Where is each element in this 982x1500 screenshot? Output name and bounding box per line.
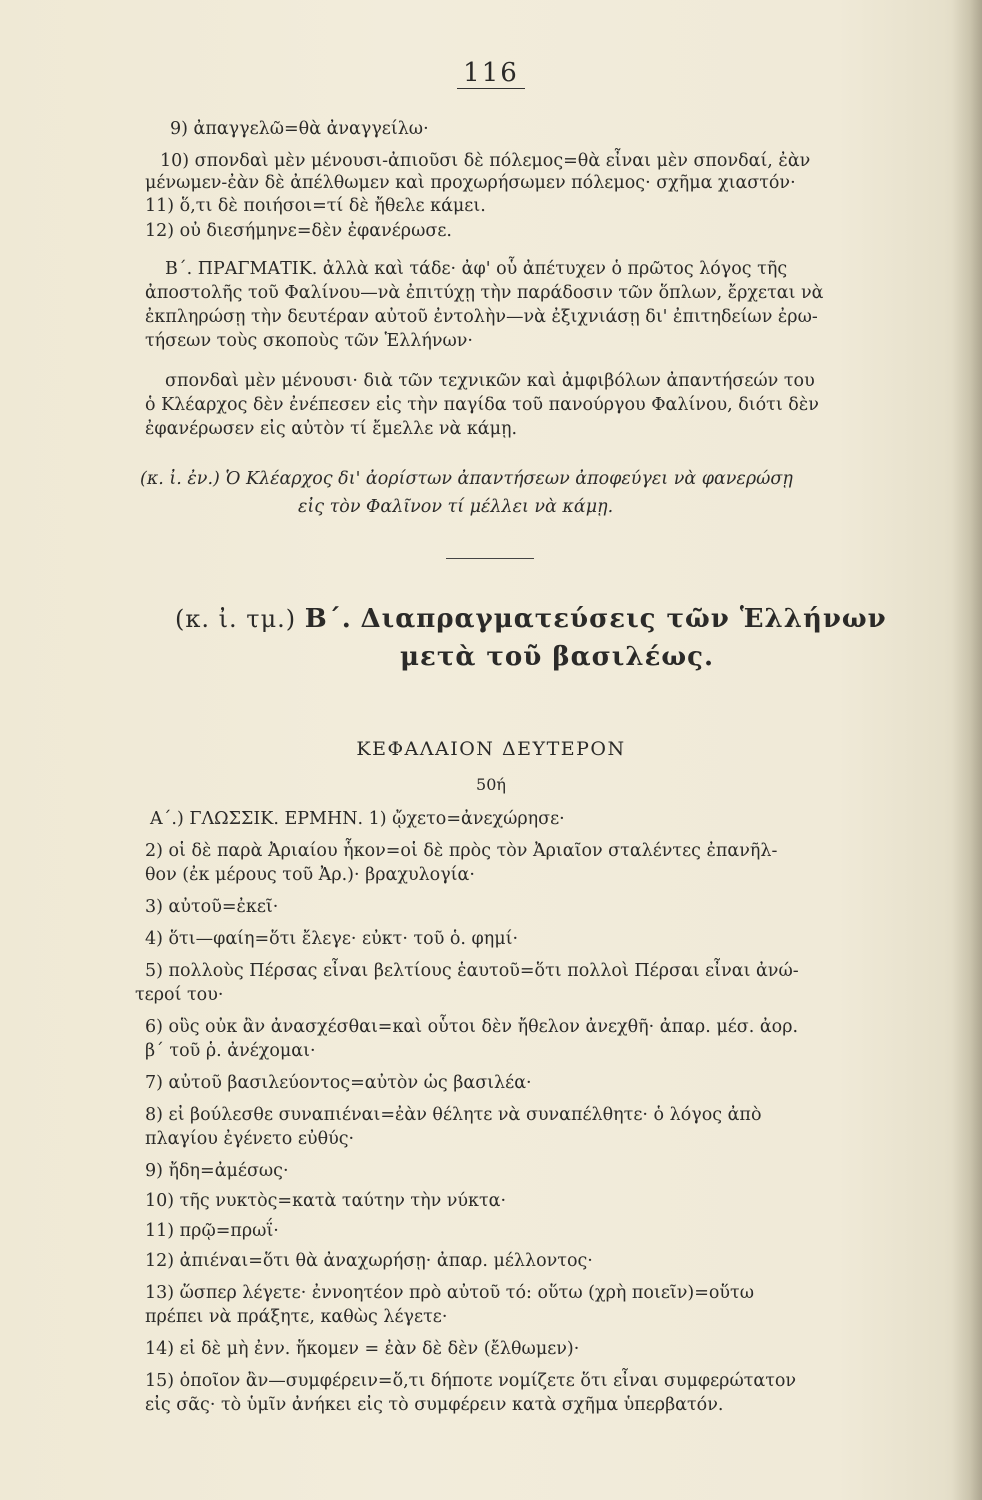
page-number bbox=[0, 58, 982, 88]
section-divider-rule bbox=[446, 558, 534, 559]
note-item-10: 10) σπονδαὶ μὲν μένουσι-ἀπιοῦσι δὲ πόλεμος=θὰ εἶναι μὲν σπονδαί, ἐὰν bbox=[160, 151, 811, 171]
pragmatic-line-4: τήσεων τοὺς σκοποὺς τῶν Ἑλλήνων· bbox=[145, 331, 473, 351]
gloss-line-19: 14) εἰ δὲ μὴ ἐνν. ἥκομεν = ἐὰν δὲ δὲν (ἔλθωμεν)· bbox=[145, 1339, 580, 1359]
gloss-line-11: 8) εἰ βούλεσθε συναπιέναι=ἐὰν θέλητε νὰ συναπέλθητε· ὁ λόγος ἀπὸ bbox=[145, 1105, 762, 1125]
section-heading-letter: Β΄. bbox=[304, 604, 352, 634]
page-number-text: 116 bbox=[457, 58, 525, 89]
chapter-number: 50ή bbox=[476, 775, 506, 794]
summary-line-1: (κ. ἰ. ἐν.) Ὁ Κλέαρχος δι' ἀορίστων ἀπαντήσεων ἀποφεύγει νὰ φανερώσῃ bbox=[140, 469, 793, 489]
section-heading-line-1 bbox=[175, 604, 887, 634]
gloss-line-17: 13) ὥσπερ λέγετε· ἐννοητέον πρὸ αὐτοῦ τό: οὕτω (χρὴ ποιεῖν)=οὕτω bbox=[145, 1283, 754, 1303]
gloss-line-4: 3) αὐτοῦ=ἐκεῖ· bbox=[145, 897, 279, 917]
gloss-line-8: 6) οὓς οὐκ ἂν ἀνασχέσθαι=καὶ οὗτοι δὲν ἤθελον ἀνεχθῆ· ἀπαρ. μέσ. ἀορ. bbox=[145, 1017, 799, 1037]
note-item-9: 9) ἀπαγγελῶ=θὰ ἀναγγείλω· bbox=[170, 119, 429, 139]
section-heading-line-2 bbox=[400, 642, 714, 672]
gloss-line-3: θον (ἐκ μέρους τοῦ Ἀρ.)· βραχυλογία· bbox=[145, 865, 475, 885]
pragmatic-line-2: ἀποστολῆς τοῦ Φαλίνου—νὰ ἐπιτύχῃ τὴν παράδοσιν τῶν ὅπλων, ἔρχεται νὰ bbox=[145, 283, 824, 303]
gloss-line-20: 15) ὁποῖον ἂν—συμφέρειν=ὅ,τι δήποτε νομίζετε ὅτι εἶναι συμφερώτατον bbox=[145, 1371, 797, 1391]
pragmatic-line-7: ἐφανέρωσεν εἰς αὐτὸν τί ἔμελλε νὰ κάμῃ. bbox=[145, 419, 518, 439]
pragmatic-line-6: ὁ Κλέαρχος δὲν ἐνέπεσεν εἰς τὴν παγίδα τοῦ πανούργου Φαλίνου, διότι δὲν bbox=[145, 395, 819, 415]
gloss-line-2: 2) οἱ δὲ παρὰ Ἀριαίου ἧκον=οἱ δὲ πρὸς τὸν Ἀριαῖον σταλέντες ἐπανῆλ- bbox=[145, 841, 778, 861]
note-item-12: 12) οὐ διεσήμηνε=δὲν ἐφανέρωσε. bbox=[145, 221, 452, 241]
section-heading-prefix: (κ. ἰ. τμ.) bbox=[175, 605, 297, 633]
gloss-line-21: εἰς σᾶς· τὸ ὑμῖν ἀνήκει εἰς τὸ συμφέρειν κατὰ σχῆμα ὑπερβατόν. bbox=[145, 1395, 724, 1415]
gloss-line-14: 10) τῆς νυκτὸς=κατὰ ταύτην τὴν νύκτα· bbox=[145, 1191, 507, 1211]
gloss-line-18: πρέπει νὰ πράξητε, καθὼς λέγετε· bbox=[145, 1307, 448, 1327]
chapter-title: ΚΕΦΑΛΑΙΟΝ ΔΕΥΤΕΡΟΝ bbox=[356, 738, 626, 760]
note-item-10-cont: μένωμεν-ἐὰν δὲ ἀπέλθωμεν καὶ προχωρήσωμεν πόλεμος· σχῆμα χιαστόν· bbox=[145, 173, 796, 193]
section-heading-title: Διαπραγματεύσεις τῶν Ἑλλήνων bbox=[360, 604, 887, 634]
gloss-line-10: 7) αὐτοῦ βασιλεύοντος=αὐτὸν ὡς βασιλέα· bbox=[145, 1073, 532, 1093]
gloss-line-6: 5) πολλοὺς Πέρσας εἶναι βελτίους ἑαυτοῦ=ὅτι πολλοὶ Πέρσαι εἶναι ἀνώ- bbox=[145, 961, 799, 981]
section-heading-title-cont: μετὰ τοῦ βασιλέως. bbox=[400, 642, 715, 672]
pragmatic-line-5: σπονδαὶ μὲν μένουσι· διὰ τῶν τεχνικῶν καὶ ἀμφιβόλων ἀπαντήσεών του bbox=[165, 371, 815, 391]
summary-line-2: εἰς τὸν Φαλῖνον τί μέλλει νὰ κάμῃ. bbox=[298, 497, 614, 517]
gloss-line-12: πλαγίου ἐγένετο εὐθύς· bbox=[145, 1129, 355, 1149]
gloss-line-5: 4) ὅτι—φαίη=ὅτι ἔλεγε· εὐκτ· τοῦ ὁ. φημί· bbox=[145, 929, 519, 949]
note-item-11: 11) ὅ,τι δὲ ποιήσοι=τί δὲ ἤθελε κάμει. bbox=[145, 196, 486, 216]
gloss-line-13: 9) ἤδη=ἀμέσως· bbox=[145, 1161, 289, 1181]
pragmatic-line-3: ἐκπληρώσῃ τὴν δευτέραν αὐτοῦ ἐντολὴν—νὰ ἐξιχνιάσῃ δι' ἐπιτηδείων ἐρω- bbox=[145, 307, 818, 327]
gloss-line-16: 12) ἀπιέναι=ὅτι θὰ ἀναχωρήσῃ· ἀπαρ. μέλλοντος· bbox=[145, 1251, 593, 1271]
pragmatic-line-1: Β΄. ΠΡΑΓΜΑΤΙΚ. ἀλλὰ καὶ τάδε· ἀφ' οὗ ἀπέτυχεν ὁ πρῶτος λόγος τῆς bbox=[165, 259, 788, 279]
gloss-line-7: τεροί του· bbox=[135, 985, 224, 1005]
gloss-line-1: Α΄.) ΓΛΩΣΣΙΚ. ΕΡΜΗΝ. 1) ᾤχετο=ἀνεχώρησε· bbox=[150, 809, 565, 829]
gloss-line-9: β΄ τοῦ ῥ. ἀνέχομαι· bbox=[145, 1041, 316, 1061]
gloss-line-15: 11) πρῷ=πρωΐ· bbox=[145, 1221, 279, 1241]
